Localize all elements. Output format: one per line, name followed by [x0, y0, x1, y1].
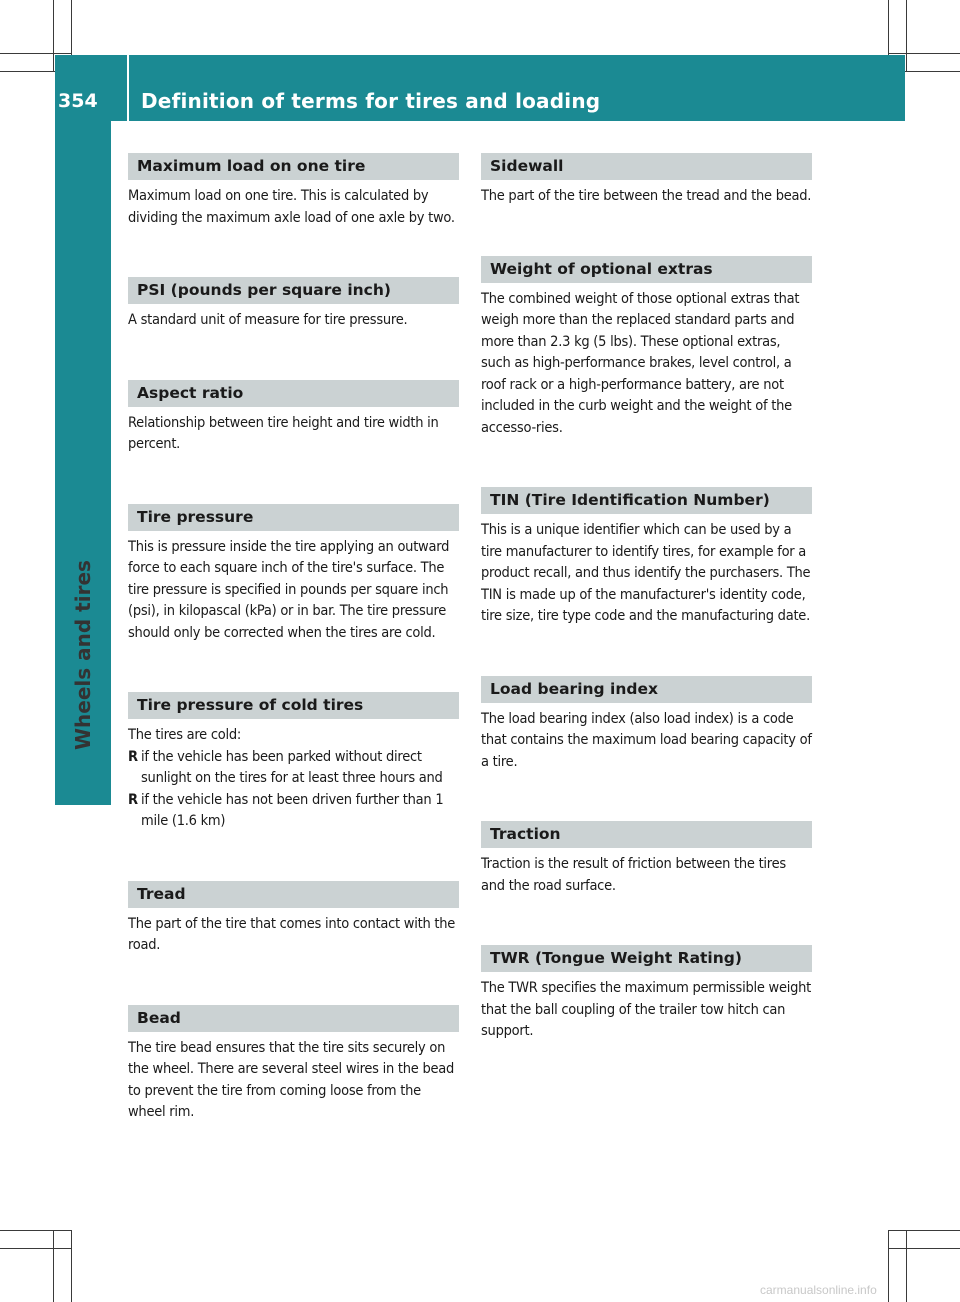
section-heading: Load bearing index	[481, 676, 812, 703]
section-cold-tires	[128, 692, 459, 833]
crop-mark	[888, 1230, 960, 1231]
section-heading: Tire pressure of cold tires	[128, 692, 459, 719]
section-text: The part of the tire that comes into contact with the road.	[128, 915, 456, 953]
crop-mark	[906, 1230, 907, 1302]
section-twr	[481, 945, 812, 1043]
list-item-text: if the vehicle has not been driven further than 1 mile (1.6 km)	[141, 791, 444, 829]
section-sidewall	[481, 153, 812, 208]
section-tread	[128, 881, 459, 957]
page-title: Definition of terms for tires and loading	[141, 89, 601, 113]
crop-mark	[53, 0, 54, 72]
list-item	[128, 790, 459, 833]
list-item-text: if the vehicle has been parked without direct sunlight on the tires for at least three hours and	[141, 748, 443, 786]
section-text: The combined weight of those optional extras that weigh more than the replaced standard parts and more than 2.3 kg (5 lbs). These optional extras, such as high-performance brakes, level control, a roof rack or a high-performance battery, are not included in the curb weight and the weight of the accesso-ries.	[481, 290, 800, 436]
section-text: The part of the tire between the tread and the bead.	[481, 188, 812, 204]
section-aspect-ratio	[128, 380, 459, 456]
section-heading: Bead	[128, 1005, 459, 1032]
section-text: A standard unit of measure for tire pressure.	[128, 312, 408, 328]
section-text: This is pressure inside the tire applying an outward force to each square inch of the tire's surface. The tire pressure is specified in pounds per square inch (psi), in kilopascal (kPa) or in bar. The tire pressure should only be corrected when the tires are cold.	[128, 538, 450, 641]
crop-mark	[0, 1248, 72, 1249]
header-divider	[127, 55, 129, 121]
section-bead	[128, 1005, 459, 1124]
right-column	[481, 153, 812, 1043]
section-text: The tire bead ensures that the tire sits securely on the wheel. There are several steel wires in the bead to prevent the tire from coming loose from the wheel rim.	[128, 1039, 455, 1120]
page-number: 354	[58, 90, 98, 112]
crop-mark	[906, 0, 907, 72]
section-heading: Tread	[128, 881, 459, 908]
section-optional-extras	[481, 256, 812, 440]
crop-mark	[71, 1230, 72, 1302]
section-text: The tires are cold:	[128, 727, 242, 743]
section-heading: PSI (pounds per square inch)	[128, 277, 459, 304]
crop-mark	[53, 1230, 54, 1302]
side-tab-label: Wheels and tires	[71, 560, 95, 750]
section-text: The load bearing index (also load index) is a code that contains the maximum load bearing capacity of a tire.	[481, 710, 812, 770]
bullet-icon: R	[128, 748, 138, 765]
crop-mark	[888, 53, 960, 54]
list-item	[128, 747, 459, 790]
section-heading: TIN (Tire Identification Number)	[481, 487, 812, 514]
section-heading: Aspect ratio	[128, 380, 459, 407]
section-traction	[481, 821, 812, 897]
section-heading: Maximum load on one tire	[128, 153, 459, 180]
section-heading: Traction	[481, 821, 812, 848]
section-text: Maximum load on one tire. This is calculated by dividing the maximum axle load of one axle by two.	[128, 188, 455, 226]
left-column	[128, 153, 459, 1124]
crop-mark	[0, 53, 72, 54]
section-text: This is a unique identifier which can be used by a tire manufacturer to identify tires, for example for a product recall, and thus identify the purchasers. The TIN is made up of the manufacturer's identity code, tire size, tire type code and the manufacturing date.	[481, 522, 811, 624]
section-text: Traction is the result of friction between the tires and the road surface.	[481, 856, 786, 894]
section-text: The TWR specifies the maximum permissible weight that the ball coupling of the trailer tow hitch can support.	[481, 980, 812, 1039]
section-tire-pressure	[128, 504, 459, 645]
crop-mark	[888, 1230, 889, 1302]
section-maximum-load	[128, 153, 459, 229]
section-heading: Weight of optional extras	[481, 256, 812, 283]
crop-mark	[0, 1230, 72, 1231]
watermark: carmanualsonline.info	[760, 1283, 877, 1297]
section-tin	[481, 487, 812, 628]
section-heading: Sidewall	[481, 153, 812, 180]
section-load-index	[481, 676, 812, 774]
section-heading: Tire pressure	[128, 504, 459, 531]
section-text: Relationship between tire height and tire width in percent.	[128, 414, 439, 452]
bullet-icon: R	[128, 791, 138, 808]
section-heading: TWR (Tongue Weight Rating)	[481, 945, 812, 972]
crop-mark	[888, 1248, 960, 1249]
section-psi	[128, 277, 459, 332]
